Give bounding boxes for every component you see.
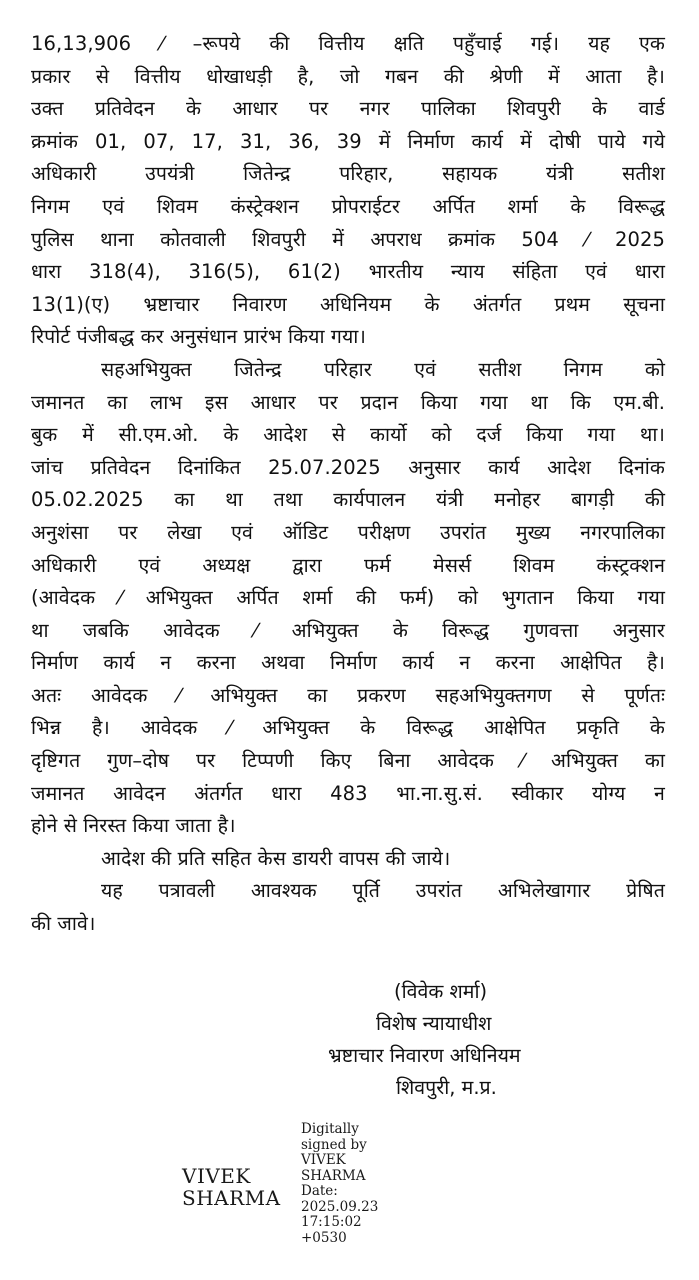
text-line: जांच प्रतिवेदन दिनांकित 25.07.2025 अनुसार कार्य आदेश दिनांक (31, 455, 665, 479)
text-line: भिन्न है। आवेदक ⁄ अभियुक्त के विरूद्ध आक्षेपित प्रकृति के (31, 716, 665, 740)
text-line: निगम एवं शिवम कंस्ट्रेक्शन प्रोपराईटर अर्पित शर्मा के विरूद्ध (31, 194, 665, 218)
dsig-line: signed by (301, 1136, 367, 1153)
text-line: आदेश की प्रति सहित केस डायरी वापस की जाये। (101, 846, 451, 870)
dsig-line: 17:15:02 (301, 1214, 362, 1230)
text-line: 05.02.2025 का था तथा कार्यपालन यंत्री मनोहर बागड़ी की (31, 488, 665, 512)
dsig-line: VIVEK (301, 1152, 346, 1168)
judge-place: शिवपुरी, म.प्र. (396, 1076, 497, 1099)
signer-last-name: SHARMA (182, 1186, 281, 1210)
text-line: जमानत का लाभ इस आधार पर प्रदान किया गया था कि एम.बी. (31, 390, 665, 414)
judge-act: भ्रष्टाचार निवारण अधिनियम (328, 1044, 521, 1067)
text-line: रिपोर्ट पंजीबद्ध कर अनुसंधान प्रारंभ किया गया। (31, 325, 366, 349)
text-line: धारा 318(4), 316(5), 61(2) भारतीय न्याय संहिता एवं धारा (31, 260, 665, 284)
text-line: अधिकारी एवं अध्यक्ष द्वारा फर्म मेसर्स शिवम कंस्ट्रक्शन (31, 553, 665, 577)
text-line: उक्त प्रतिवेदन के आधार पर नगर पालिका शिवपुरी के वार्ड (31, 97, 665, 121)
digital-signature-details (301, 1122, 378, 1246)
dsig-line: 2025.09.23 (301, 1198, 379, 1215)
judge-title: विशेष न्यायाधीश (376, 1012, 492, 1035)
dsig-line: Digitally (301, 1121, 359, 1137)
text-line: 16,13,906 ⁄ –रूपये की वित्तीय क्षति पहुँचाई गई। यह एक (31, 32, 665, 55)
text-line: बुक में सी.एम.ओ. के आदेश से कार्यो को दर्ज किया गया था। (31, 423, 665, 447)
dsig-line: Date: (301, 1183, 338, 1199)
text-line: 13(1)(ए) भ्रष्टाचार निवारण अधिनियम के अंतर्गत प्रथम सूचना (31, 292, 665, 316)
text-line: अधिकारी उपयंत्री जितेन्द्र परिहार, सहायक यंत्री सतीश (31, 162, 665, 186)
order-body (31, 28, 665, 941)
dsig-line: SHARMA (301, 1167, 366, 1184)
text-line: यह पत्रावली आवश्यक पूर्ति उपरांत अभिलेखागार प्रेषित (101, 879, 665, 903)
text-line: क्रमांक 01, 07, 17, 31, 36, 39 में निर्माण कार्य में दोषी पाये गये (31, 129, 665, 153)
text-line: अतः आवेदक ⁄ अभियुक्त का प्रकरण सहअभियुक्तगण से पूर्णतः (31, 683, 665, 707)
text-line: दृष्टिगत गुण–दोष पर टिप्पणी किए बिना आवेदक ⁄ अभियुक्त का (31, 749, 665, 773)
text-line: प्रकार से वित्तीय धोखाधड़ी है, जो गबन की श्रेणी में आता है। (31, 64, 665, 88)
judge-signature-block (310, 976, 650, 1104)
dsig-line: +0530 (301, 1229, 347, 1246)
text-line: था जबकि आवेदक ⁄ अभियुक्त के विरूद्ध गुणवत्ता अनुसार (31, 618, 665, 642)
text-line: की जावे। (31, 912, 96, 936)
text-line: निर्माण कार्य न करना अथवा निर्माण कार्य न करना आक्षेपित है। (31, 651, 665, 675)
text-line: (आवेदक ⁄ अभियुक्त अर्पित शर्मा की फर्म) को भुगतान किया गया (31, 586, 665, 610)
text-line: पुलिस थाना कोतवाली शिवपुरी में अपराध क्रमांक 504 ⁄ 2025 (31, 227, 665, 251)
signer-first-name: VIVEK (182, 1164, 251, 1188)
text-line: अनुशंसा पर लेखा एवं ऑडिट परीक्षण उपरांत मुख्य नगरपालिका (31, 520, 665, 544)
judge-name: (विवेक शर्मा) (394, 980, 488, 1003)
text-line: जमानत आवेदन अंतर्गत धारा 483 भा.ना.सु.सं. स्वीकार योग्य न (31, 781, 665, 805)
digital-signer-name (182, 1165, 281, 1209)
text-line: सहअभियुक्त जितेन्द्र परिहार एवं सतीश निगम को (101, 357, 665, 381)
text-line: होने से निरस्त किया जाता है। (31, 814, 236, 838)
